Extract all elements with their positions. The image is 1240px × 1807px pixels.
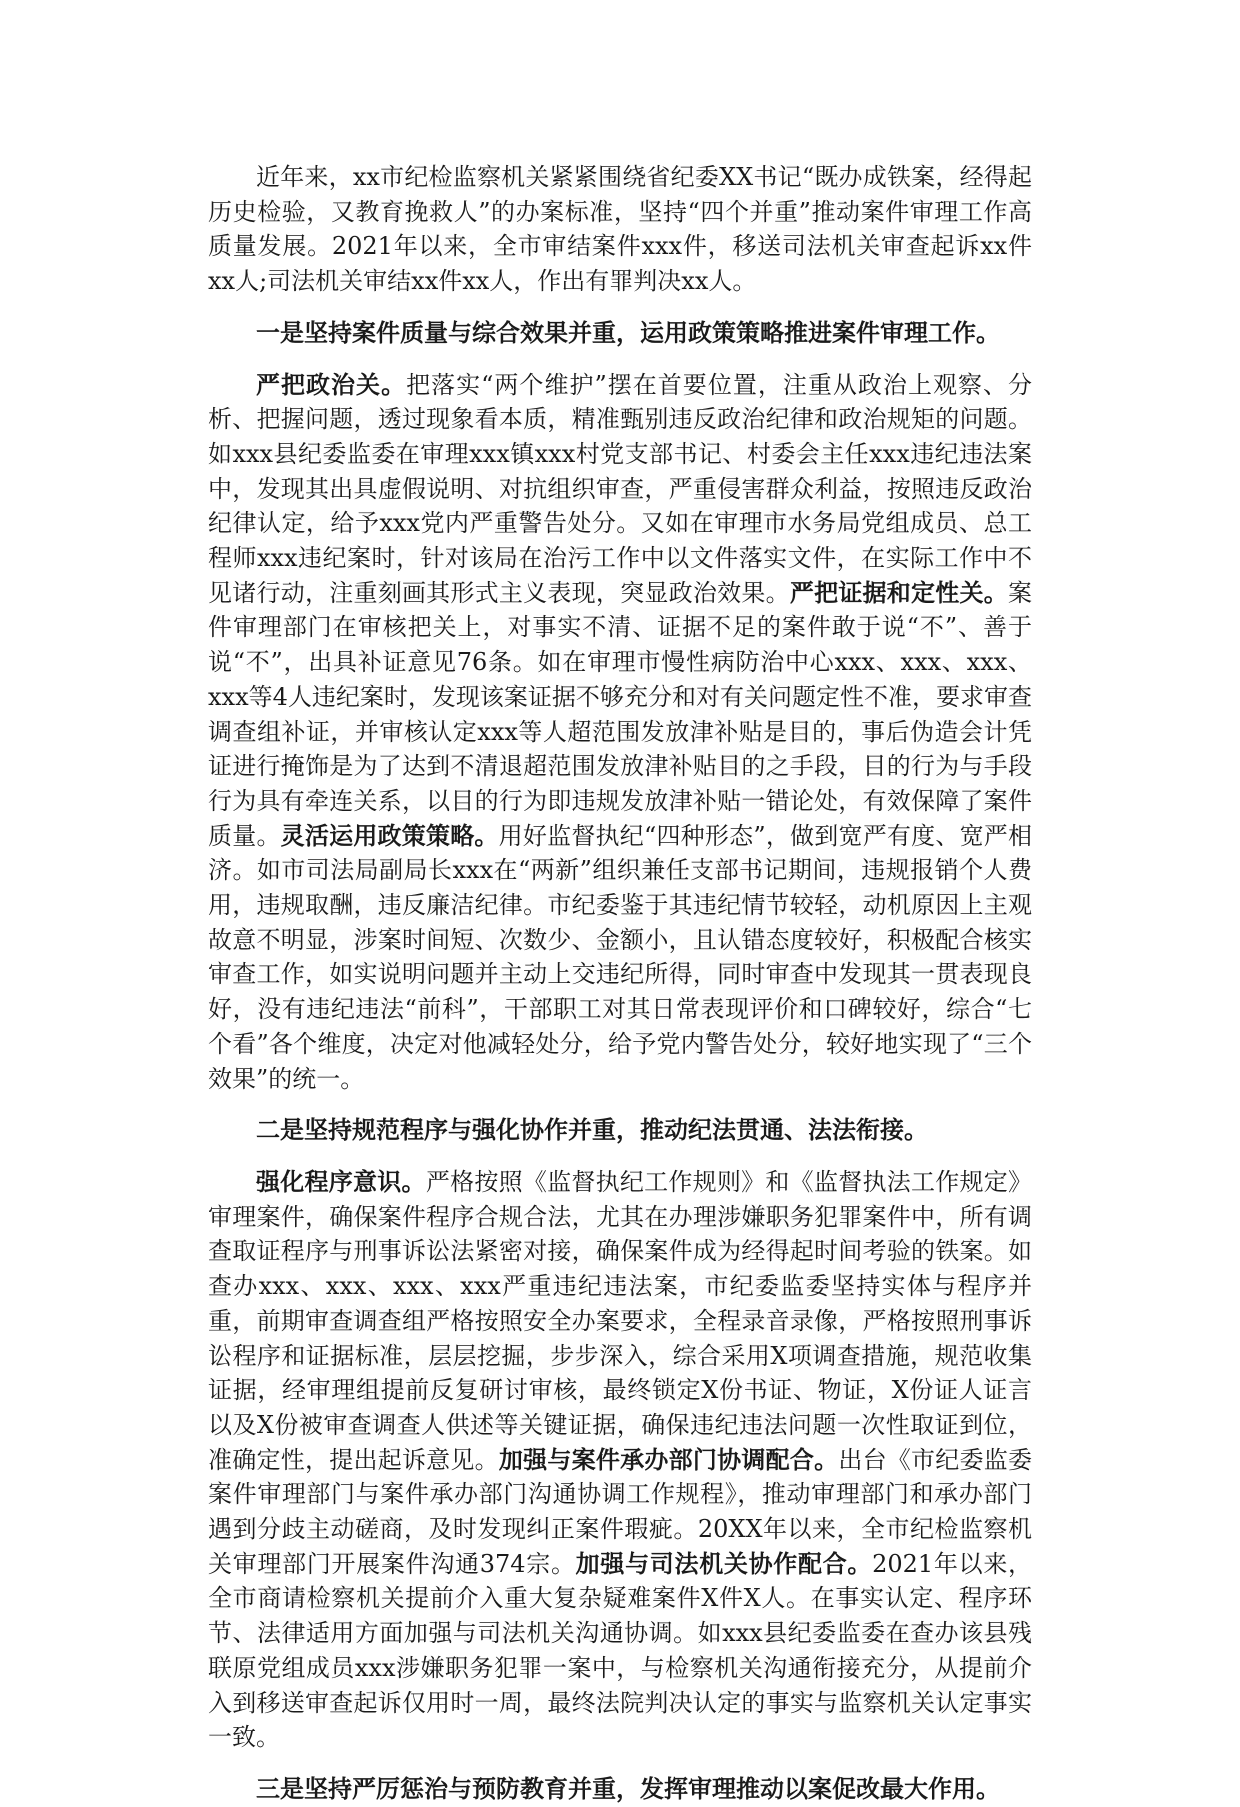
lead-political: 严把政治关。 [256, 370, 407, 399]
section-heading-2: 二是坚持规范程序与强化协作并重，推动纪法贯通、法法衔接。 [256, 1116, 928, 1145]
intro-paragraph [208, 160, 1032, 299]
text-judicial: 2021年以来，全市商请检察机关提前介入重大复杂疑难案件X件X人。在事实认定、程序环节、法律适用方面加强与司法机关沟通协调。如xxx县纪委监委在查办该县残联原党组成员xxx涉嫌职务犯罪一案中，与检察机关沟通衔接充分，从提前介入到移送审查起诉仅用时一周，最终法院判决认定的事实与监察机关认定事实一致。 [208, 1549, 1033, 1752]
text-evidence: 案件审理部门在审核把关上，对事实不清、证据不足的案件敢于说“不”、善于说“不”，出具补证意见76条。如在审理市慢性病防治中心xxx、xxx、xxx、xxx等4人违纪案时，发现该案证据不够充分和对有关问题定性不准，要求审查调查组补证，并审核认定xxx等人超范围发放津补贴是目的，事后伪造会计凭证进行掩饰是为了达到不清退超范围发放津补贴目的之手段，目的行为与手段行为具有牵连关系，以目的行为即违规发放津补贴一错论处，有效保障了案件质量。 [208, 578, 1033, 850]
lead-evidence: 严把证据和定性关。 [789, 578, 1009, 607]
lead-procedure: 强化程序意识。 [256, 1167, 426, 1196]
text-coordination: 出台《市纪委监委案件审理部门与案件承办部门沟通协调工作规程》，推动审理部门和承办部门遇到分歧主动磋商，及时发现纠正案件瑕疵。20XX年以来，全市纪检监察机关审理部门开展案件沟通374宗。 [208, 1445, 1033, 1578]
text-policy: 用好监督执纪“四种形态”，做到宽严有度、宽严相济。如市司法局副局长xxx在“两新”组织兼任支部书记期间，违规报销个人费用，违规取酬，违反廉洁纪律。市纪委鉴于其违纪情节较轻，动机原因上主观故意不明显，涉案时间短、次数少、金额小，且认错态度较好，积极配合核实审查工作，如实说明问题并主动上交违纪所得，同时审查中发现其一贯表现良好，没有违纪违法“前科”，干部职工对其日常表现评价和口碑较好，综合“七个看”各个维度，决定对他减轻处分，给予党内警告处分，较好地实现了“三个效果”的统一。 [208, 821, 1033, 1093]
section-heading-1: 一是坚持案件质量与综合效果并重，运用政策策略推进案件审理工作。 [256, 318, 1000, 347]
lead-judicial: 加强与司法机关协作配合。 [575, 1549, 873, 1578]
section-heading-3: 三是坚持严厉惩治与预防教育并重，发挥审理推动以案促改最大作用。 [256, 1774, 1000, 1803]
section1-paragraph [208, 368, 1032, 1097]
text-procedure: 严格按照《监督执纪工作规则》和《监督执法工作规定》审理案件，确保案件程序合规合法，尤其在办理涉嫌职务犯罪案件中，所有调查取证程序与刑事诉讼法紧密对接，确保案件成为经得起时间考验的铁案。如查办xxx、xxx、xxx、xxx严重违纪违法案，市纪委监委坚持实体与程序并重，前期审查调查组严格按照安全办案要求，全程录音录像，严格按照刑事诉讼程序和证据标准，层层挖掘，步步深入，综合采用X项调查措施，规范收集证据，经审理组提前反复研讨审核，最终锁定X份书证、物证，X份证人证言以及X份被审查调查人供述等关键证据，确保违纪违法问题一次性取证到位，准确定性，提出起诉意见。 [208, 1167, 1033, 1474]
lead-coordination: 加强与案件承办部门协调配合。 [498, 1445, 839, 1474]
text-political: 把落实“两个维护”摆在首要位置，注重从政治上观察、分析、把握问题，透过现象看本质，精准甄别违反政治纪律和政治规矩的问题。如xxx县纪委监委在审理xxx镇xxx村党支部书记、村委会主任xxx违纪违法案中，发现其出具虚假说明、对抗组织审查，严重侵害群众利益，按照违反政治纪律认定，给予xxx党内严重警告处分。又如在审理市水务局党组成员、总工程师xxx违纪案时，针对该局在治污工作中以文件落实文件，在实际工作中不见诸行动，注重刻画其形式主义表现，突显政治效果。 [208, 370, 1032, 607]
lead-policy: 灵活运用政策策略。 [280, 821, 499, 850]
section2-paragraph [208, 1165, 1032, 1755]
intro-text: 近年来，xx市纪检监察机关紧紧围绕省纪委XX书记“既办成铁案，经得起历史检验，又教育挽救人”的办案标准，坚持“四个并重”推动案件审理工作高质量发展。2021年以来，全市审结案件xxx件，移送司法机关审查起诉xx件xx人;司法机关审结xx件xx人，作出有罪判决xx人。 [208, 163, 1032, 296]
